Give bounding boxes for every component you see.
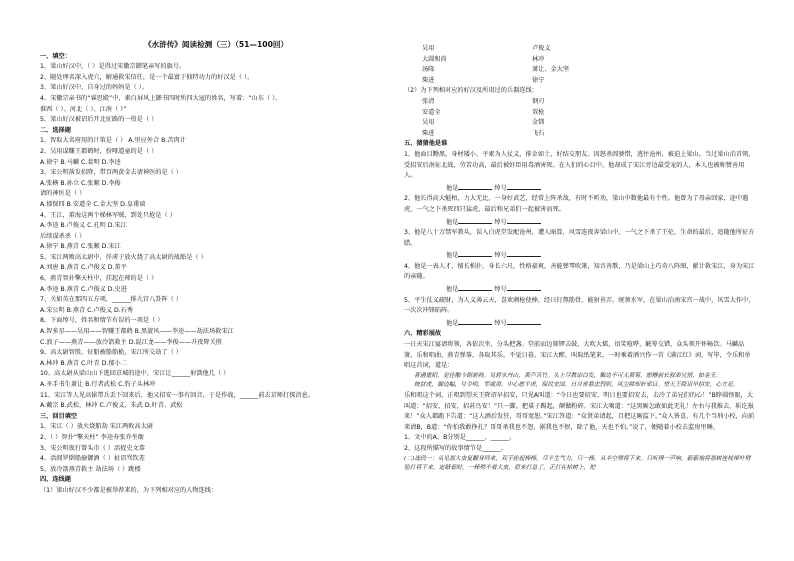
question-line: A.圣手书生萧让 B.行者武松 C.豹子头林冲 bbox=[40, 381, 156, 388]
question-line: 5、梁山好汉被诏后开北征路的一役是（ ） bbox=[40, 116, 158, 124]
answer-blank[interactable] bbox=[507, 249, 541, 257]
match-left-item[interactable]: 吴用 bbox=[422, 45, 435, 52]
question-line: 3、宋公明夜打曾头市（ ）活捉史文恭 bbox=[40, 444, 145, 452]
question-line: A.郁保四 B.安道全 C.金大坚 D.皇甫端 bbox=[40, 200, 146, 208]
reading-question-1: 1、文中的A、B分别是______、______。 bbox=[404, 434, 516, 442]
match-left-item[interactable]: 柴进 bbox=[422, 76, 435, 84]
question-line: 1、智取大名府用的计策是（ ） A.里应外合 B.苦肉计 bbox=[40, 137, 186, 145]
matching-pairs-weapons bbox=[404, 97, 756, 139]
match-left-item[interactable]: 吴用 bbox=[422, 119, 435, 127]
reading-question-2: 2、这段所描写的故事情节是______。 bbox=[404, 444, 507, 452]
question-line: 8、下面绰号，姓名和情节有误的一项是（ ） bbox=[40, 317, 164, 325]
match-left-item[interactable]: 张清 bbox=[422, 97, 435, 105]
section-heading: 三、回目填空 bbox=[40, 412, 78, 420]
answer-blank[interactable] bbox=[458, 317, 492, 325]
match-right-item[interactable]: 金钏 bbox=[532, 119, 545, 127]
match-left-item[interactable]: 汤隆 bbox=[422, 66, 435, 74]
match-right-item[interactable]: 钢刃 bbox=[532, 97, 545, 105]
question-line: 10、高太尉从梁山山下逃回京城的途中，宋江让______射箭他几（ ） bbox=[40, 370, 230, 378]
question-line: A.林冲 B.燕青 C.叶青 D.郁小二 bbox=[40, 359, 127, 367]
question-line: 后续谋杀杀（ ） bbox=[40, 232, 86, 240]
question-line: A.智多星——吴用——智赚王都鹤 B.黑旋风——李逵——劫法场救宋江 bbox=[40, 328, 234, 336]
story-passage-1: 一日天宋江宴请将领，各依次坐，分头把盏。堂前而边筛锣击鼓，大吹大擂，语笑喧哗，觥筹交错，众头领开怀畅饮。马麟品箫，乐和唱曲，燕青弹筝，各取其乐，不觉日暮。宋江大醉，叫取纸笔来，一时乘着酒兴作一首《满江红》词，写毕，令乐和单唱这首词，道是： bbox=[404, 341, 751, 370]
excerpt-passage: (二)选段一：从见那大虫复翻身回来，双手抡起棒棒，尽平生气力，只一棒，从半空劈将下来。只听得一声响，簌簌地将那树连枝带叶劈脸打将下来。定睛看时，一棒劈不着大虫，原来打急了，正打在枯树上，把 bbox=[404, 455, 751, 472]
question-line: A.徐宁 B.燕青 C.张顺 D.宋江 bbox=[40, 243, 121, 251]
story-passage-2: 乐和唱这个词，正唱到望天王降诏早招安，只见A叫道：“今日也要招安，明日也要招安去，去冷了弟兄们的心！”B睁圆怪眼，大叫道：“招安，招安，招甚鸟安！”只一脚，把桌子踢起，颠做粉碎。宋江大喝道：“这黑厮怎敢如此无礼！左右与我推去，斩讫报来！”众人都跪下告道：“这人酒后发狂，哥哥宽恕。”宋江答道：“众贤弟请起，且把这厮监下。”众人皆喜，有几个当刑小校，向前来请B，B道：“你怕我敢挣扎？哥哥杀我也不怨，剐我也不恨，除了他，天也不怕。”说了，便随着小校去监房里睡。 bbox=[404, 392, 755, 431]
match-left-item[interactable]: 大圆和尚 bbox=[422, 55, 447, 63]
section-six-heading: 六、精彩展故 bbox=[404, 330, 442, 338]
question-line: A.戴宗 B.武松、林冲 C.卢俊义、朱武 D.叶青、武松 bbox=[40, 402, 183, 410]
match-right-item[interactable]: 萧让、金大坚 bbox=[532, 66, 570, 74]
question-line: 4、王江，董海这两个梯林军贼，到处只抢是（ ） bbox=[40, 211, 176, 219]
match-right-item[interactable]: 双枪 bbox=[532, 108, 545, 116]
question-line: A.李逵 B.燕青 C.卢俊义 D.史进 bbox=[40, 285, 127, 293]
question-line: 9、高太尉智胜，征船被船船桅，宋江所交劫了（ ） bbox=[40, 349, 183, 357]
question-line: 7、关如英在那四五方项，______排九宫八卦阵（ ） bbox=[40, 296, 183, 304]
question-line: 4、活阎罗倒船偷御酒（ ）扯诏骂钦差 bbox=[40, 455, 145, 463]
question-line: 2、随处埋名深入虎穴，解通救宋信任，是一个最富于独特功力的好汉是（ ）。 bbox=[40, 73, 254, 81]
guess-answer-1: 他是 绰号 bbox=[404, 182, 756, 195]
section-heading: 四、连线题 bbox=[40, 476, 71, 484]
match-left-item[interactable]: 安道全 bbox=[422, 108, 441, 116]
question-line: 1、宋江（ ）放火烧船劫 宋江两败高太尉 bbox=[40, 423, 154, 431]
answer-blank[interactable] bbox=[507, 317, 541, 325]
answer-blank[interactable] bbox=[507, 216, 541, 224]
question-line: 1、梁山好汉中，（ ）是得过宋徽宗御笔亲写的旗号。 bbox=[40, 63, 186, 71]
question-line: A.徐宁 B.马麟 C.裴明 D.李逵 bbox=[40, 158, 121, 166]
guess-answer-3: 他是 绰号 bbox=[404, 249, 756, 262]
question-line: 2、（ ）智扑“擎天柱” 李逵寿张乔坐衙 bbox=[40, 433, 144, 441]
question-line: 3、宋公明落发招降，带百两黄金去请神医的是（ ） bbox=[40, 169, 183, 177]
matching-instruction-weapons: （2）为下列相对应的好汉及所用过的兵器连线： bbox=[404, 87, 538, 95]
matching-pairs-recommend bbox=[404, 44, 756, 86]
right-column bbox=[404, 44, 756, 474]
question-line: A.刘唐 B.燕青 C.卢俊义 D.董平 bbox=[40, 264, 127, 272]
question-line: 请的神医是（ ） bbox=[40, 190, 86, 198]
section-heading: 二、选择题 bbox=[40, 126, 71, 134]
poem-stanza-2: 统豺虎，御边幅，号令明，军威肃。中心愿平虏，保民安国。日月常悬忠烈胆，风尘障却奸邪目。望天王降诏早招安，心方足。 bbox=[414, 382, 739, 389]
guess-question-3: 3、他是八十万禁军教头，误入白虎堂发配沧州，遭人暗算，风雪连夜奔梁山中，一气之下杀了王伦，生命的最后，追随他所征方腊。 bbox=[404, 229, 755, 247]
guess-answer-2: 他是 绰号 bbox=[404, 216, 756, 229]
answer-blank[interactable] bbox=[458, 216, 492, 224]
question-line: 2、吴用谋赚王都鹤时，扮哑道童的是（ ） bbox=[40, 147, 158, 155]
question-line: 6、燕青智扑擎天柱中，挂起在师的是（ ） bbox=[40, 275, 158, 283]
match-left-item[interactable]: 柴进 bbox=[422, 129, 435, 137]
answer-blank[interactable] bbox=[458, 283, 492, 291]
question-line: 4、宋徽宗亲书的“睿思殿”中，素白屏风上御书四时所四大寇的姓名，写着：“山东（ ）、 bbox=[40, 94, 282, 102]
match-right-item[interactable]: 卢俊义 bbox=[532, 45, 551, 52]
answer-blank[interactable] bbox=[507, 182, 541, 190]
question-line: A.张横 B.孙立 C.张顺 D.李俊 bbox=[40, 179, 121, 187]
guess-question-4: 4、他是一表人才，擅长相扑，身长六尺，性格豪爽，善能弹琴吹箫，知音善歌，乃是梁山上巧奇八阵图，献计救宋江，身为宋江的亲随。 bbox=[404, 262, 755, 281]
guess-question-2: 2、他长得高大魁梧，力大无比，一身好武艺，经常上阵杀敌，有时不听劝，梁山中数他最有个性。他曾为了母亲回家，途中遇虎，一气之下杀死四只猛虎，最后和兄弟们一起被害而死。 bbox=[404, 195, 749, 213]
answer-blank[interactable] bbox=[458, 249, 492, 257]
poem-stanza-1: 喜遇重阳，更佳酿今朝新熟。见碧水丹山，黄芦苦竹。头上尽教添白发，鬓边不可无黄菊。愿樽前长叙弟兄情，如金玉。 bbox=[414, 372, 722, 379]
match-right-item[interactable]: 飞石 bbox=[532, 129, 545, 137]
section-heading: 一、填空： bbox=[40, 52, 71, 60]
question-line: 淮西（ ）、河北（ ）、江南（ ）” bbox=[40, 105, 127, 113]
match-right-item[interactable]: 徐宁 bbox=[532, 76, 545, 84]
question-line: 5、放冷箭燕青救主 劫法场（ ）跳楼 bbox=[40, 465, 141, 473]
guess-question-5: 5、平生仗义疏财，为人义薄云天，喜欢刺枪使棒，经日打熬筋骨，能射善弄，统领水军，在梁山泊南宋宫一战中，风雪大作中，一次次冲锋陷阵。 bbox=[404, 296, 755, 315]
answer-blank[interactable] bbox=[507, 283, 541, 291]
answer-blank[interactable] bbox=[458, 182, 492, 190]
question-line: A.李逵 B.卢俊义 C.孔明 D.宋江 bbox=[40, 222, 127, 230]
left-question-list bbox=[40, 52, 392, 497]
question-line: C.浪子——燕青——放冷箭救主 D.混江龙——李俊——升夜降关胜 bbox=[40, 338, 223, 346]
question-line: 3、梁山好汉中，自身过的妈妈是（ ）。 bbox=[40, 84, 148, 92]
question-line: 11、宋江等人见高俅带兵丢下回来后，他又招安一事有回音，于是作战，______前去京师打探消息。 bbox=[40, 391, 314, 399]
guess-question-1: 1、他面目黝黑，身材矮小，平素为人仗义，排金如土，好结交朋友。因怒杀阎婆惜，逃往沧州，被迫上梁山。当过梁山泊首领，受招安后南征北战，劳苦功高，最后被奸臣用毒酒害死。在人们的心目中，他却成了宋江旁边最受宠的人，本人也被称赞善用人。 bbox=[404, 150, 755, 180]
left-column bbox=[40, 40, 392, 497]
question-line: （1）梁山好汉不少都是被举荐来的，为下列相对应的人物连线： bbox=[40, 486, 218, 494]
guess-answer-5: 他是 绰号 bbox=[404, 317, 756, 330]
section-five-heading: 五、猜猜他是谁 bbox=[404, 140, 448, 148]
page-title: 《水浒传》阅读检测（三）（51—100回） bbox=[143, 40, 289, 49]
question-line: A.宋公明 B.燕青 C.卢俊义 D.石秀 bbox=[40, 306, 134, 314]
question-line: 5、宋江两败高太尉中，俘虏于放火烧了高太尉的战船是（ ） bbox=[40, 253, 207, 261]
match-right-item[interactable]: 林冲 bbox=[532, 55, 545, 63]
guess-answer-4: 他是 绰号 bbox=[404, 283, 756, 296]
